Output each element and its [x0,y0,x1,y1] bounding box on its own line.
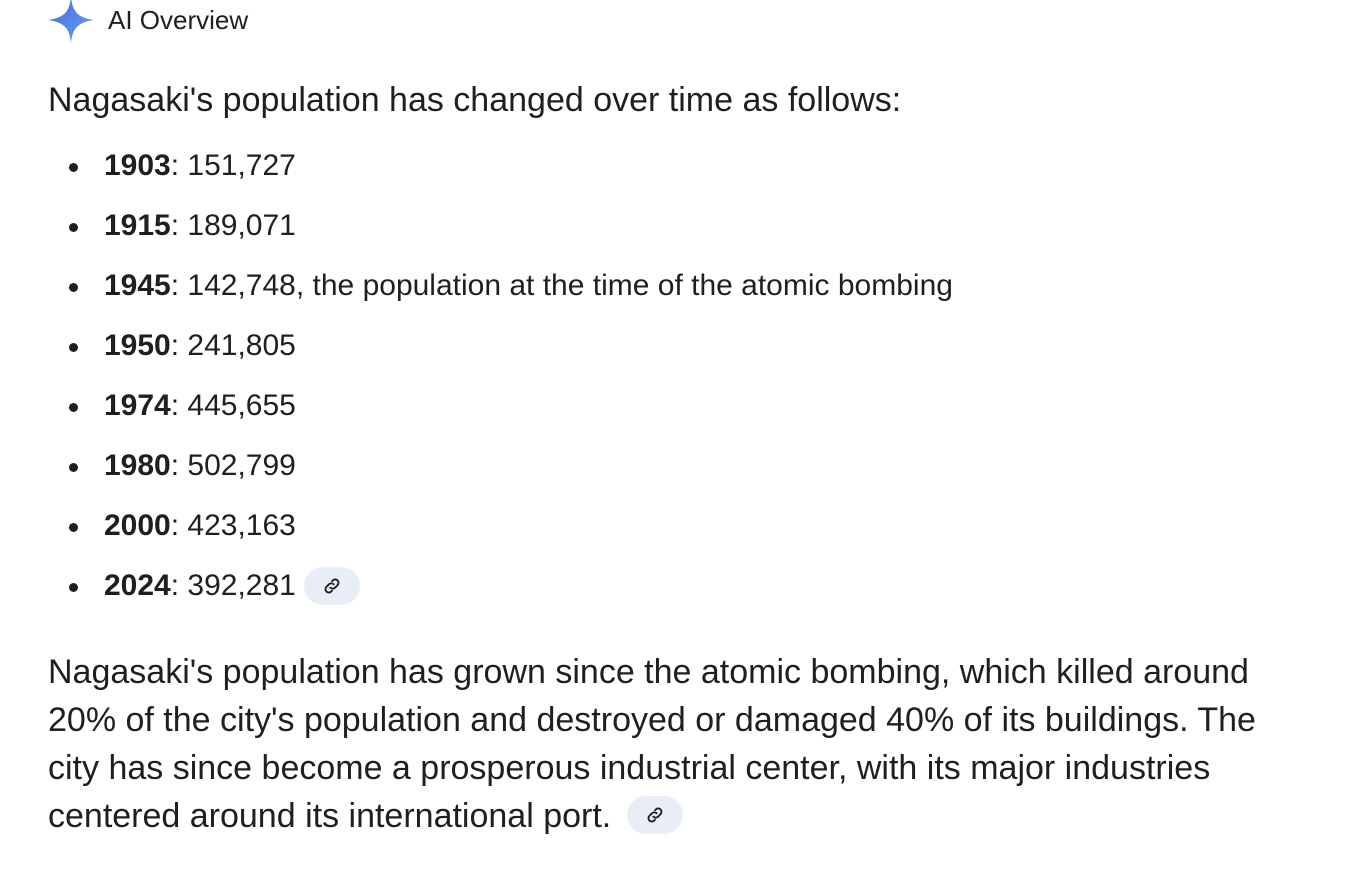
link-icon [322,576,342,596]
list-item [0,316,1300,376]
list-item [0,136,1300,196]
summary-text: Nagasaki's population has grown since the atomic bombing, which killed around 20% of the city's population and destroyed or damaged 40% of its buildings. The city has since become a prosperous industrial center, with its major industries centered around its international port. [48,653,1256,835]
population-value: : 142,748, the population at the time of the atomic bombing [170,269,953,302]
year-label: 1974 [104,389,171,422]
population-value: : 502,799 [170,449,296,482]
year-label: 1980 [104,449,171,482]
list-item [0,196,1300,256]
source-link-button[interactable] [627,796,683,834]
ai-overview-header [48,0,248,42]
population-value: : 445,655 [170,389,296,422]
bullet-icon [69,523,78,532]
summary-paragraph [48,648,1308,840]
year-label: 1945 [104,269,171,302]
link-icon [645,805,665,825]
sparkle-icon [48,0,94,43]
population-value: : 392,281 [170,569,296,602]
source-link-button[interactable] [304,567,360,605]
bullet-icon [69,463,78,472]
list-item [0,256,1300,316]
intro-text: Nagasaki's population has changed over time as follows: [48,81,902,119]
year-label: 2000 [104,509,171,542]
list-item [0,496,1300,556]
ai-overview-title: AI Overview [108,4,249,35]
list-item [0,376,1300,436]
list-item [0,556,1300,616]
population-value: : 241,805 [170,329,296,362]
bullet-icon [69,343,78,352]
population-value: : 151,727 [170,149,296,182]
year-label: 1903 [104,149,171,182]
bullet-icon [69,223,78,232]
population-value: : 423,163 [170,509,296,542]
bullet-icon [69,163,78,172]
year-label: 1915 [104,209,171,242]
bullet-icon [69,583,78,592]
bullet-icon [69,283,78,292]
bullet-icon [69,403,78,412]
year-label: 2024 [104,569,171,602]
population-list [0,136,1300,616]
year-label: 1950 [104,329,171,362]
population-value: : 189,071 [170,209,296,242]
list-item [0,436,1300,496]
